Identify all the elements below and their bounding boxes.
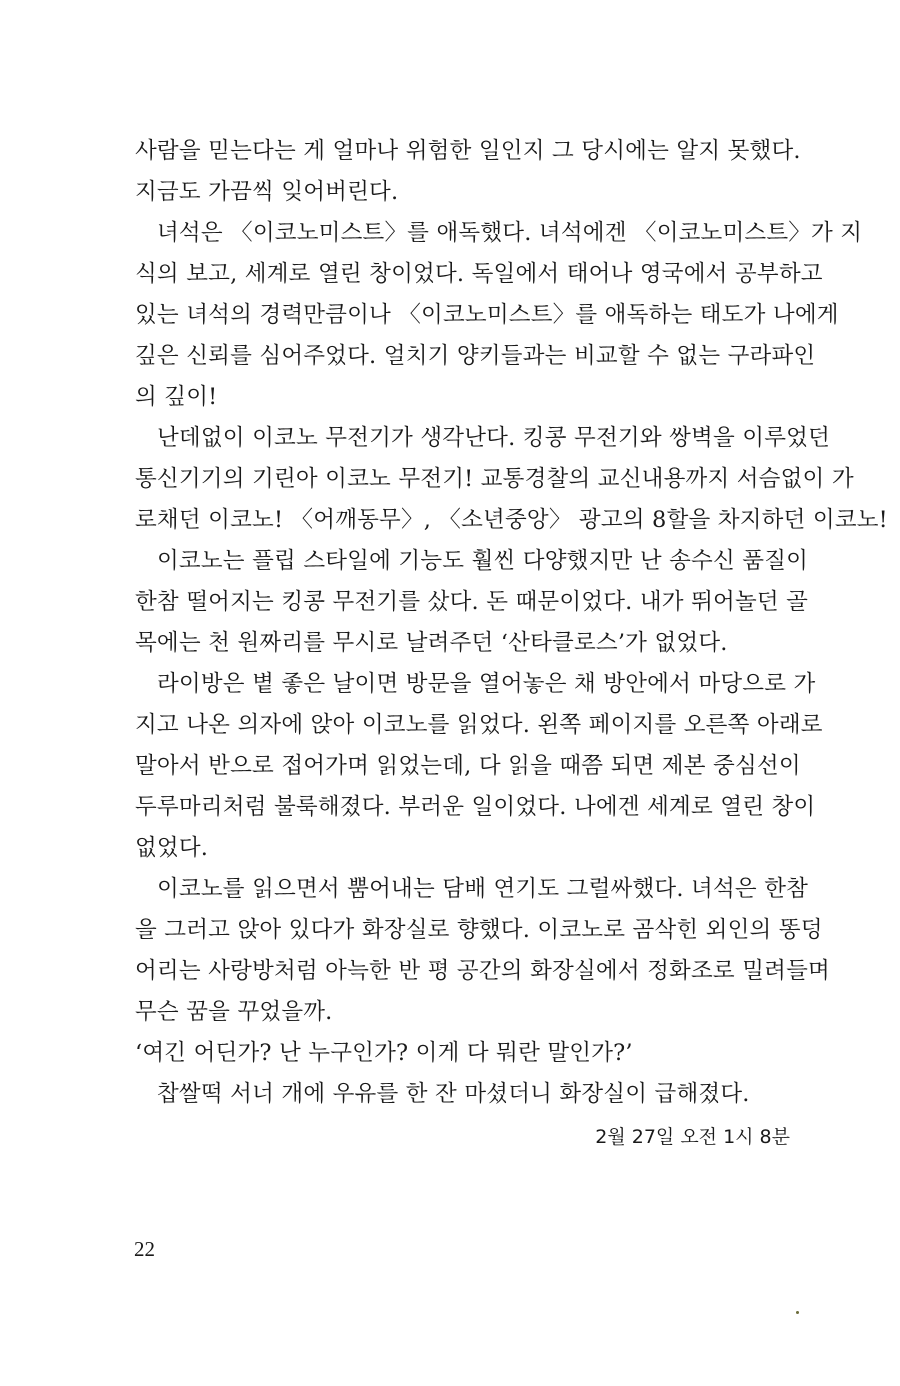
text-line: 을 그러고 앉아 있다가 화장실로 향했다. 이코노로 곰삭힌 외인의 똥덩 [135,917,823,943]
text-line: 사람을 믿는다는 게 얼마나 위험한 일인지 그 당시에는 알지 못했다. [135,138,801,164]
text-line: 없었다. [135,835,209,861]
text-line: ‘여긴 어딘가? 난 누구인가? 이게 다 뭐란 말인가?’ [135,1040,633,1066]
text-line: 찹쌀떡 서너 개에 우유를 한 잔 마셨더니 화장실이 급해졌다. [157,1081,750,1107]
text-line: 식의 보고, 세계로 열린 창이었다. 독일에서 태어나 영국에서 공부하고 [135,261,823,287]
text-line: 지고 나온 의자에 앉아 이코노를 읽었다. 왼쪽 페이지를 오른쪽 아래로 [135,712,823,738]
text-line: 라이방은 볕 좋은 날이면 방문을 열어놓은 채 방안에서 마당으로 가 [157,671,816,697]
text-line: 어리는 사랑방처럼 아늑한 반 평 공간의 화장실에서 정화조로 밀려들며 [135,958,830,984]
body-text [135,131,888,1115]
text-line: 목에는 천 원짜리를 무시로 날려주던 ‘산타클로스’가 없었다. [135,630,728,656]
text-line: 무슨 꿈을 꾸었을까. [135,999,333,1025]
text-line: 의 깊이! [135,384,218,410]
text-line: 깊은 신뢰를 심어주었다. 얼치기 양키들과는 비교할 수 없는 구라파인 [135,343,816,369]
text-line: 지금도 가끔씩 잊어버린다. [135,179,399,205]
page-number: 22 [134,1237,155,1261]
text-line: 난데없이 이코노 무전기가 생각난다. 킹콩 무전기와 쌍벽을 이루었던 [157,425,830,451]
text-line: 통신기기의 기린아 이코노 무전기! 교통경찰의 교신내용까지 서슴없이 가 [135,466,854,492]
decorative-dot [796,1311,799,1314]
text-line: 말아서 반으로 접어가며 읽었는데, 다 읽을 때쯤 되면 제본 중심선이 [135,753,801,779]
text-line: 한참 떨어지는 킹콩 무전기를 샀다. 돈 때문이었다. 내가 뛰어놀던 골 [135,589,809,615]
timestamp: 2월 27일 오전 1시 8분 [595,1126,790,1148]
text-line: 두루마리처럼 불룩해졌다. 부러운 일이었다. 나에겐 세계로 열린 창이 [135,794,816,820]
text-line: 녀석은 〈이코노미스트〉를 애독했다. 녀석에겐 〈이코노미스트〉가 지 [157,220,863,246]
text-line: 이코노를 읽으면서 뿜어내는 담배 연기도 그럴싸했다. 녀석은 한참 [157,876,809,902]
text-line: 이코노는 플립 스타일에 기능도 훨씬 다양했지만 난 송수신 품질이 [157,548,809,574]
text-line: 로채던 이코노! 〈어깨동무〉, 〈소년중앙〉 광고의 8할을 차지하던 이코노! [135,507,888,533]
text-line: 있는 녀석의 경력만큼이나 〈이코노미스트〉를 애독하는 태도가 나에게 [135,302,839,328]
